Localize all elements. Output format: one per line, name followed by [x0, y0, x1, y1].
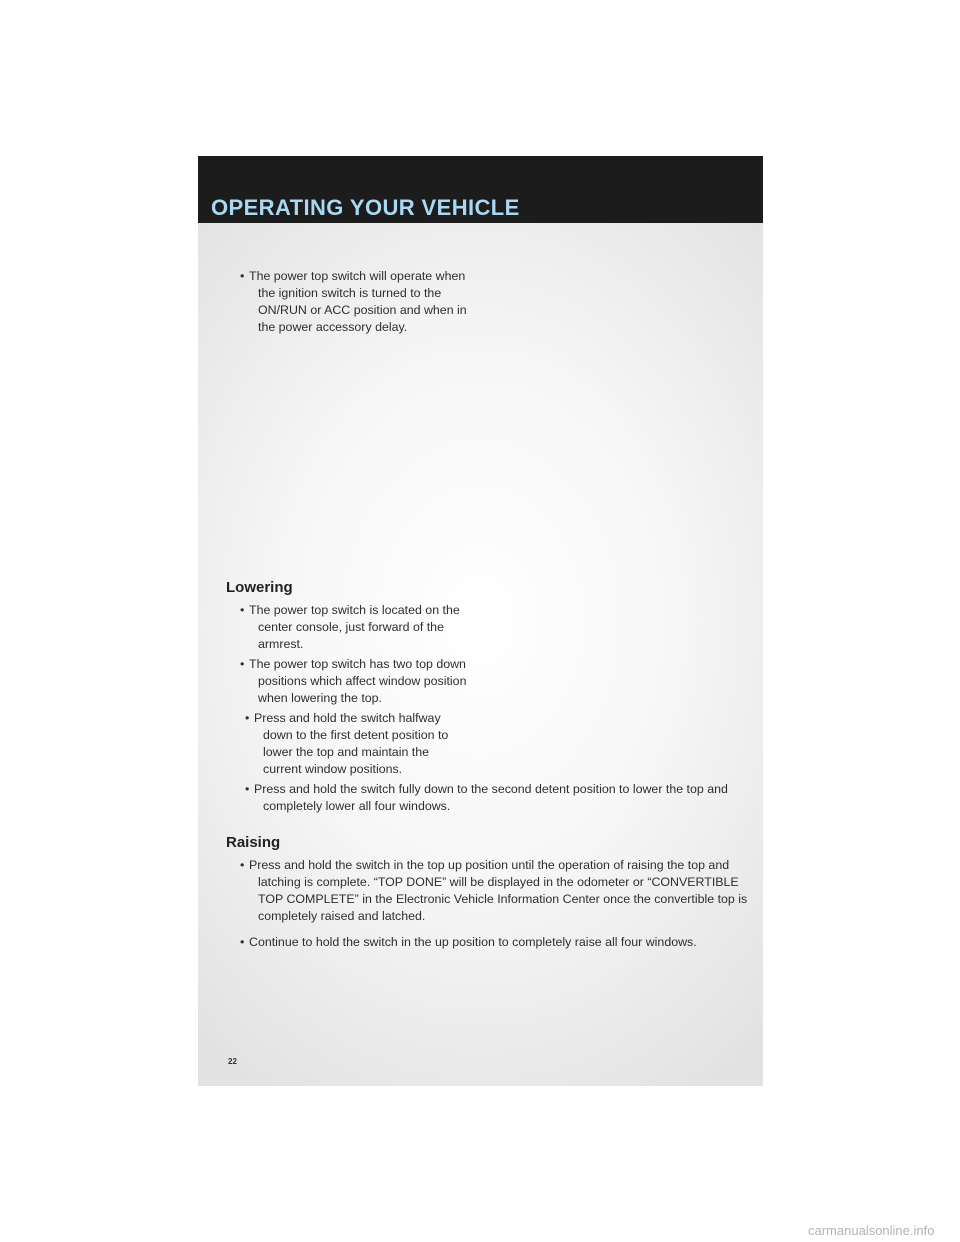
- section-header-bar: [198, 156, 763, 223]
- bullet-text: Continue to hold the switch in the up position to completely raise all four windows.: [249, 935, 697, 949]
- list-item: [245, 710, 468, 778]
- bullet-icon: •: [240, 858, 245, 872]
- list-item: [240, 857, 755, 925]
- bullet-icon: •: [245, 782, 250, 796]
- bullet-text: Press and hold the switch halfway down to the first detent position to lower the top and maintain the current window positions.: [254, 711, 449, 776]
- footer-watermark-url[interactable]: carmanualsonline.info: [808, 1223, 935, 1238]
- list-item: [245, 781, 755, 815]
- section-title: OPERATING YOUR VEHICLE: [211, 195, 520, 220]
- page-number: 22: [228, 1057, 237, 1066]
- bullet-text: The power top switch is located on the center console, just forward of the armrest.: [249, 603, 460, 651]
- bullet-icon: •: [240, 935, 245, 949]
- list-item: [240, 934, 755, 951]
- bullet-text: Press and hold the switch fully down to the second detent position to lower the top and completely lower all four windows.: [254, 782, 728, 813]
- bullet-text: The power top switch has two top down positions which affect window position when lowering the top.: [249, 657, 467, 705]
- lowering-heading: Lowering: [226, 579, 293, 596]
- bullet-text: Press and hold the switch in the top up position until the operation of raising the top and latching is complete. “TOP DONE” will be displayed in the odometer or “CONVERTIBLE TOP COMPLETE” in the Electronic Vehicle Information Center once the convertible top is completely raised and latched.: [249, 858, 748, 923]
- list-item: [240, 602, 468, 653]
- bullet-icon: •: [240, 657, 245, 671]
- list-item: [240, 656, 468, 707]
- bullet-icon: •: [245, 711, 250, 725]
- bullet-icon: •: [240, 269, 245, 283]
- bullet-icon: •: [240, 603, 245, 617]
- raising-heading: Raising: [226, 834, 281, 851]
- manual-page: [198, 156, 763, 1086]
- bullet-text: The power top switch will operate when the ignition switch is turned to the ON/RUN or ACC position and when in the power accessory delay.: [249, 269, 467, 334]
- list-item: [240, 268, 468, 336]
